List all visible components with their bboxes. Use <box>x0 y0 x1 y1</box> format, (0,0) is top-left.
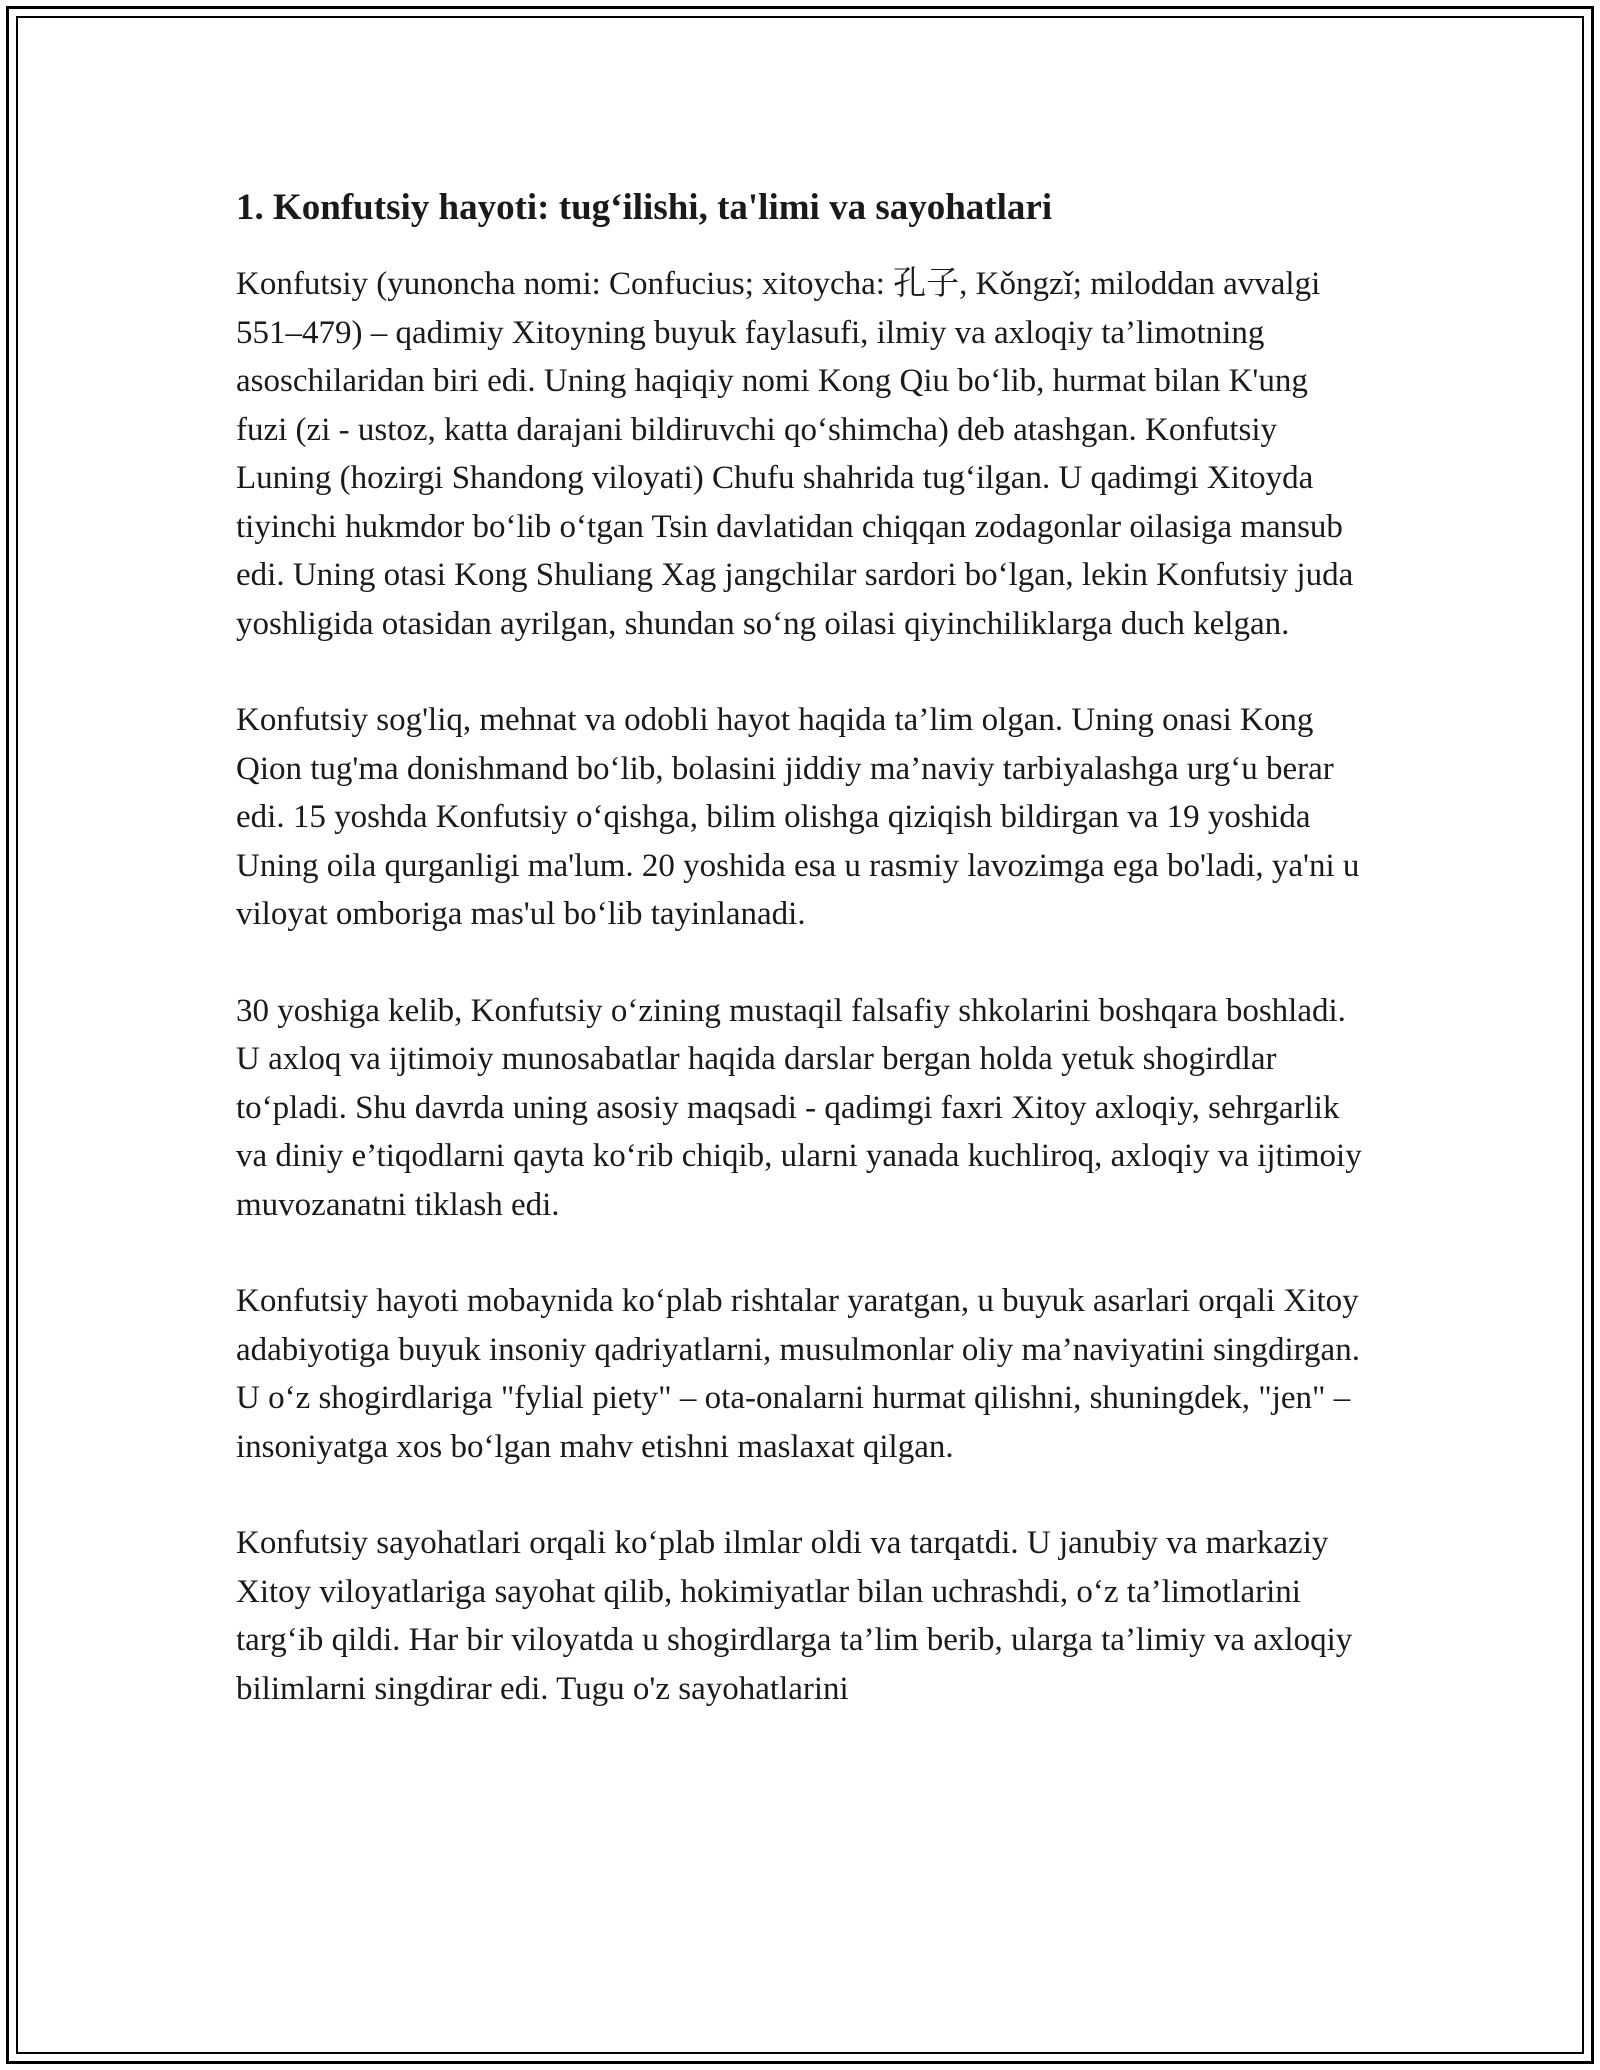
paragraph-travels: Konfutsiy sayohatlari orqali ko‘plab ilmlar oldi va tarqatdi. U janubiy va markaziy Xitoy viloyatlariga sayohat qilib, hokimiyatlar bilan uchrashdi, o‘z ta’limotlarini targ‘ib qildi. Har bir viloyatda u shogirdlarga ta’lim berib, ularga ta’limiy va axloqiy bilimlarni singdirar edi. Tugu o'z sayohatlarini <box>236 1525 1353 1707</box>
section-heading: 1. Konfutsiy hayoti: tug‘ilishi, ta'limi va sayohatlari <box>236 187 1053 228</box>
paragraph-education: Konfutsiy sog'liq, mehnat va odobli hayot haqida ta’lim olgan. Uning onasi Kong Qion tug'ma donishmand bo‘lib, bolasini jiddiy ma’naviy tarbiyalashga urg‘u berar edi. 15 yoshda Konfutsiy o‘qishga, bilim olishga qiziqish bildirgan va 19 yoshida Uning oila qurganligi ma'lum. 20 yoshida esa u rasmiy lavozimga ega bo'ladi, ya'ni u viloyat omboriga mas'ul bo‘lib tayinlanadi. <box>236 702 1360 932</box>
paragraph-legacy: Konfutsiy hayoti mobaynida ko‘plab rishtalar yaratgan, u buyuk asarlari orqali Xitoy adabiyotiga buyuk insoniy qadriyatlarni, musulmonlar oliy ma’naviyatini singdirgan. U o‘z shogirdlariga "fylial piety" – ota-onalarni hurmat qilishni, shuningdek, "jen" – insoniyatga xos bo‘lgan mahv etishni maslaxat qilgan. <box>236 1283 1360 1465</box>
paragraph-school: 30 yoshiga kelib, Konfutsiy o‘zining mustaqil falsafiy shkolarini boshqara boshladi. U axloq va ijtimoiy munosabatlar haqida darslar bergan holda yetuk shogirdlar to‘pladi. Shu davrda uning asosiy maqsadi - qadimgi faxri Xitoy axloqiy, sehrgarlik va diniy e’tiqodlarni qayta ko‘rib chiqib, ularni yanada kuchliroq, axloqiy va ijtimoiy muvozanatni tiklash edi. <box>236 992 1362 1223</box>
document-body <box>236 184 1366 1761</box>
paragraph-birth-family: Konfutsiy (yunoncha nomi: Confucius; xitoycha: 孔子, Kǒngzǐ; miloddan avvalgi 551–479) – qadimiy Xitoyning buyuk faylasufi, ilmiy va axloqiy ta’limotning asoschilaridan biri edi. Uning haqiqiy nomi Kong Qiu bo‘lib, hurmat bilan K'ung fuzi (zi - ustoz, katta darajani bildiruvchi qo‘shimcha) deb atashgan. Konfutsiy Luning (hozirgi Shandong viloyati) Chufu shahrida tug‘ilgan. U qadimgi Xitoyda tiyinchi hukmdor bo‘lib o‘tgan Tsin davlatidan chiqqan zodagonlar oilasiga mansub edi. Uning otasi Kong Shuliang Xag jangchilar sardori bo‘lgan, lekin Konfutsiy juda yoshligida otasidan ayrilgan, shundan so‘ng oilasi qiyinchiliklarga duch kelgan. <box>236 266 1354 642</box>
